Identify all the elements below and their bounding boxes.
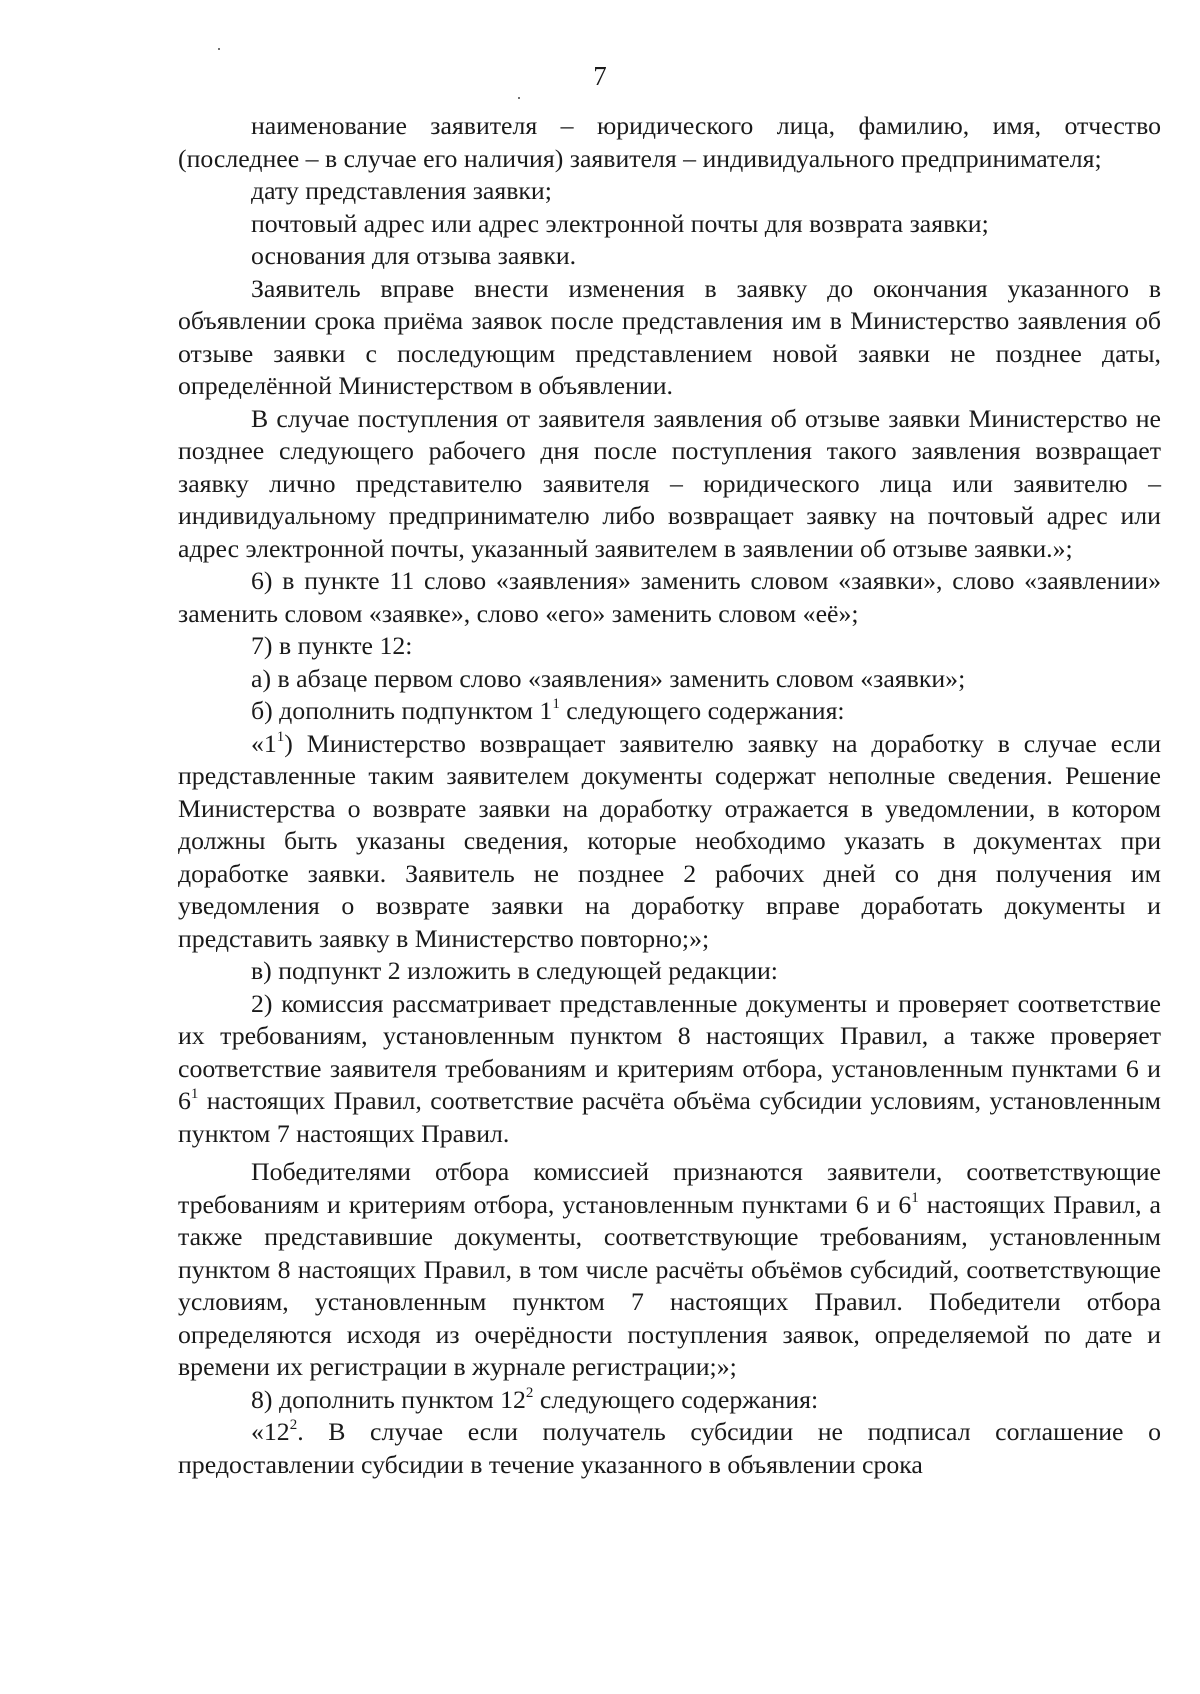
paragraph-text: «12 bbox=[251, 1417, 290, 1446]
scan-speck bbox=[218, 48, 220, 50]
paragraph-6 bbox=[178, 403, 1161, 566]
superscript: 2 bbox=[289, 1417, 298, 1433]
paragraph-text: основания для отзыва заявки. bbox=[251, 241, 577, 270]
paragraph-text: наименование заявителя – юридического лица, фамилию, имя, отчество (последнее – в случае его наличия) заявителя – индивидуального предпринимателя; bbox=[178, 111, 1161, 173]
paragraph-3 bbox=[178, 208, 1161, 241]
paragraph-text: а) в абзаце первом слово «заявления» заменить словом «заявки»; bbox=[251, 663, 966, 693]
paragraph-12 bbox=[178, 955, 1161, 988]
paragraph-text: настоящих Правил, соответствие расчёта объёма субсидии условиям, установленным пунктом 7 настоящих Правил. bbox=[178, 1086, 1161, 1148]
paragraph-text: почтовый адрес или адрес электронной почты для возврата заявки; bbox=[251, 208, 989, 238]
superscript: 1 bbox=[552, 696, 560, 712]
scan-speck bbox=[518, 97, 520, 99]
paragraph-9 bbox=[178, 663, 1161, 696]
paragraph-text: 7) в пункте 12: bbox=[251, 631, 413, 660]
paragraph-11 bbox=[178, 728, 1161, 956]
paragraph-text: «1 bbox=[251, 728, 277, 758]
paragraph-text: В случае поступления от заявителя заявления об отзыве заявки Министерство не позднее следующего рабочего дня после поступления такого заявления возвращает заявку лично представителю заявителя – юридического лица или заявителю – индивидуальному предпринимателю либо возвращает заявку на почтовый адрес или адрес электронной почты, указанный заявителем в заявлении об отзыве заявки.»; bbox=[178, 403, 1161, 563]
superscript: 1 bbox=[190, 1086, 199, 1102]
page-number: 7 bbox=[593, 61, 607, 91]
paragraph-15 bbox=[178, 1384, 1161, 1417]
paragraph-text: . В случае если получатель субсидии не подписал соглашение о предоставлении субсидии в течение указанного в объявлении срока bbox=[178, 1417, 1161, 1479]
paragraph-text: ) Министерство возвращает заявителю заявку на доработку в случае если представленные таким заявителем документы содержат неполные сведения. Решение Министерства о возврате заявки на доработку отражается в уведомлении, в котором должны быть указаны сведения, которые необходимо указать в документах при доработке заявки. Заявитель не позднее 2 рабочих дней со дня получения им уведомления о возврате заявки на доработку вправе доработать документы и представить заявку в Министерство повторно;»; bbox=[178, 728, 1161, 953]
paragraph-8 bbox=[178, 630, 1161, 663]
paragraph-13 bbox=[178, 988, 1161, 1151]
paragraph-text: в) подпункт 2 изложить в следующей редакции: bbox=[251, 956, 778, 985]
paragraph-text: 8) дополнить пунктом 12 bbox=[251, 1384, 526, 1414]
paragraph-1 bbox=[178, 110, 1161, 175]
paragraph-text: Победителями отбора комиссией признаются заявители, соответствующие требованиям и критериям отбора, установленным пунктами 6 и 6 bbox=[178, 1157, 1161, 1219]
paragraph-14 bbox=[178, 1156, 1161, 1384]
paragraph-2 bbox=[178, 175, 1161, 208]
paragraph-text: Заявитель вправе внести изменения в заявку до окончания указанного в объявлении срока приёма заявок после представления им в Министерство заявления об отзыве заявки с последующим представлением новой заявки не позднее даты, определённой Министерством в объявлении. bbox=[178, 273, 1161, 400]
paragraph-10 bbox=[178, 695, 1161, 728]
superscript: 2 bbox=[525, 1384, 534, 1401]
paragraph-text: дату представления заявки; bbox=[251, 176, 552, 205]
paragraph-text: следующего содержания: bbox=[559, 696, 845, 725]
paragraph-7 bbox=[178, 565, 1161, 630]
paragraph-text: настоящих Правил, а также представившие документы, соответствующие требованиям, установленным пунктом 8 настоящих Правил, в том числе расчёты объёмов субсидий, соответствующие условиям, установленным пунктом 7 настоящих Правил. Победители отбора определяются исходя из очерёдности поступления заявок, определяемой по дате и времени их регистрации в журнале регистрации;»; bbox=[178, 1189, 1161, 1381]
paragraph-text: 6) в пункте 11 слово «заявления» заменить словом «заявки», слово «заявлении» заменить словом «заявке», слово «его» заменить словом «её»; bbox=[178, 566, 1161, 628]
superscript: 1 bbox=[276, 728, 285, 745]
document-body bbox=[178, 110, 1161, 1481]
paragraph-4 bbox=[178, 240, 1161, 273]
paragraph-text: 2) комиссия рассматривает представленные документы и проверяет соответствие их требованиям, установленным пунктом 8 настоящих Правил, а также проверяет соответствие заявителя требованиям и критериям отбора, установленным пунктами 6 и 6 bbox=[178, 988, 1161, 1115]
paragraph-5 bbox=[178, 273, 1161, 403]
superscript: 1 bbox=[911, 1189, 919, 1206]
paragraph-text: б) дополнить подпунктом 1 bbox=[251, 696, 553, 725]
paragraph-text: следующего содержания: bbox=[533, 1384, 819, 1414]
paragraph-16 bbox=[178, 1416, 1161, 1481]
